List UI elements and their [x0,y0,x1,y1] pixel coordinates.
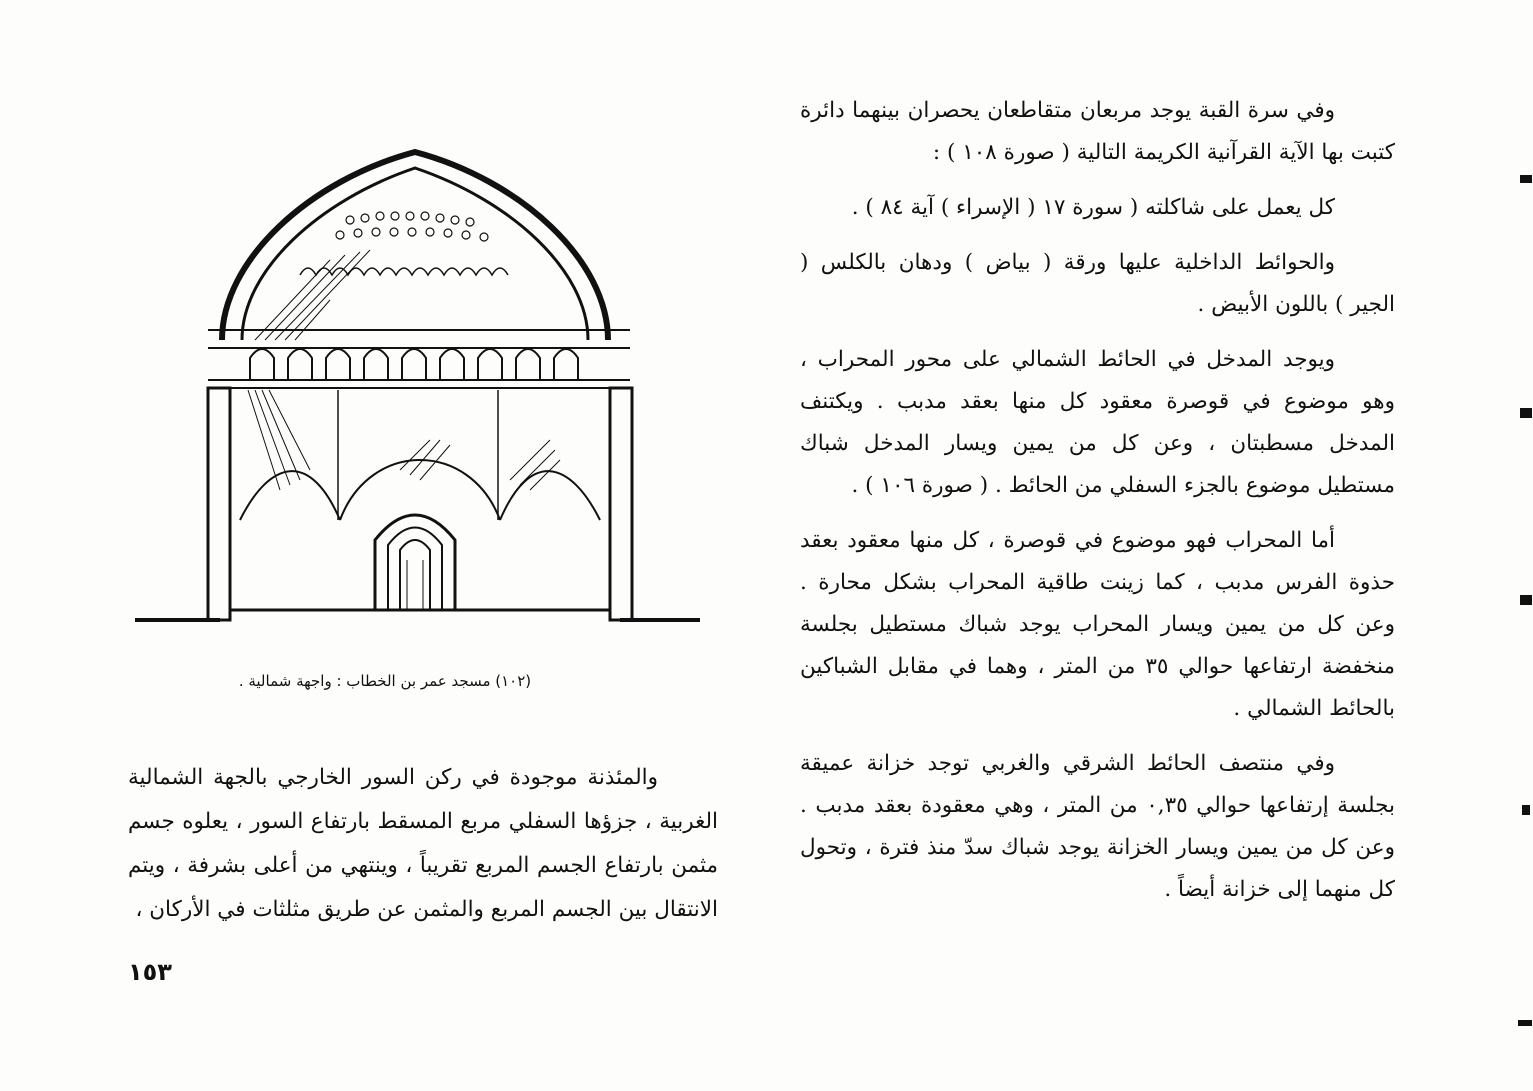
figure-caption: (١٠٢) مسجد عمر بن الخطاب : واجهة شمالية . [238,672,532,690]
paragraph-quran-verse: كل يعمل على شاكلته ( سورة ١٧ ( الإسراء ) آية ٨٤ ) . [851,195,1335,220]
paragraph-dome-center: وفي سرة القبة يوجد مربعان متقاطعان يحصران بينهما دائرة كتبت بها الآية القرآنية الكريمة التالية ( صورة ١٠٨ ) : [800,98,1395,165]
paragraph-minaret: والمئذنة موجودة في ركن السور الخارجي بالجهة الشمالية الغربية ، جزؤها السفلي مربع المسقط بارتفاع السور ، يعلوه جسم مثمن بارتفاع الجسم المربع تقريباً ، وينتهي من أعلى بشرفة ، ويتم الانتقال بين الجسم المربع والمثمن عن طريق مثلثات في الأركان ، [128,765,718,922]
edge-mark [1518,1020,1532,1026]
left-text-column [128,756,718,932]
edge-mark [1520,175,1532,183]
page-number: ١٥٣ [128,958,172,986]
right-text-column [800,90,1395,924]
edge-mark [1522,805,1530,815]
edge-mark [1520,595,1532,605]
paragraph-entrance: ويوجد المدخل في الحائط الشمالي على محور المحراب ، وهو موضوع في قوصرة معقود كل منها بعقد مدبب . ويكتنف المدخل مسطبتان ، وعن كل من يمين ويسار المدخل شباك مستطيل موضوع بالجزء السفلي من الحائط . ( صورة ١٠٦ ) . [800,347,1395,498]
edge-mark [1520,408,1532,418]
mosque-section-drawing [130,140,710,640]
paragraph-cupboards: وفي منتصف الحائط الشرقي والغربي توجد خزانة عميقة بجلسة إرتفاعها حوالي ٠,٣٥ من المتر ، وهي معقودة بعقد مدبب . وعن كل من يمين ويسار الخزانة يوجد شباك سدّ منذ فترة ، وتحول كل منهما إلى خزانة أيضاً . [800,751,1395,902]
paragraph-mihrab: أما المحراب فهو موضوع في قوصرة ، كل منها معقود بعقد حذوة الفرس مدبب ، كما زينت طاقية المحراب بشكل محارة . وعن كل من يمين ويسار المحراب يوجد شباك مستطيل بجلسة منخفضة ارتفاعها حوالي ٣٥ من المتر ، وهما في مقابل الشباكين بالحائط الشمالي . [800,528,1395,721]
paragraph-inner-walls: والحوائط الداخلية عليها ورقة ( بياض ) ودهان بالكلس ( الجير ) باللون الأبيض . [800,250,1395,317]
